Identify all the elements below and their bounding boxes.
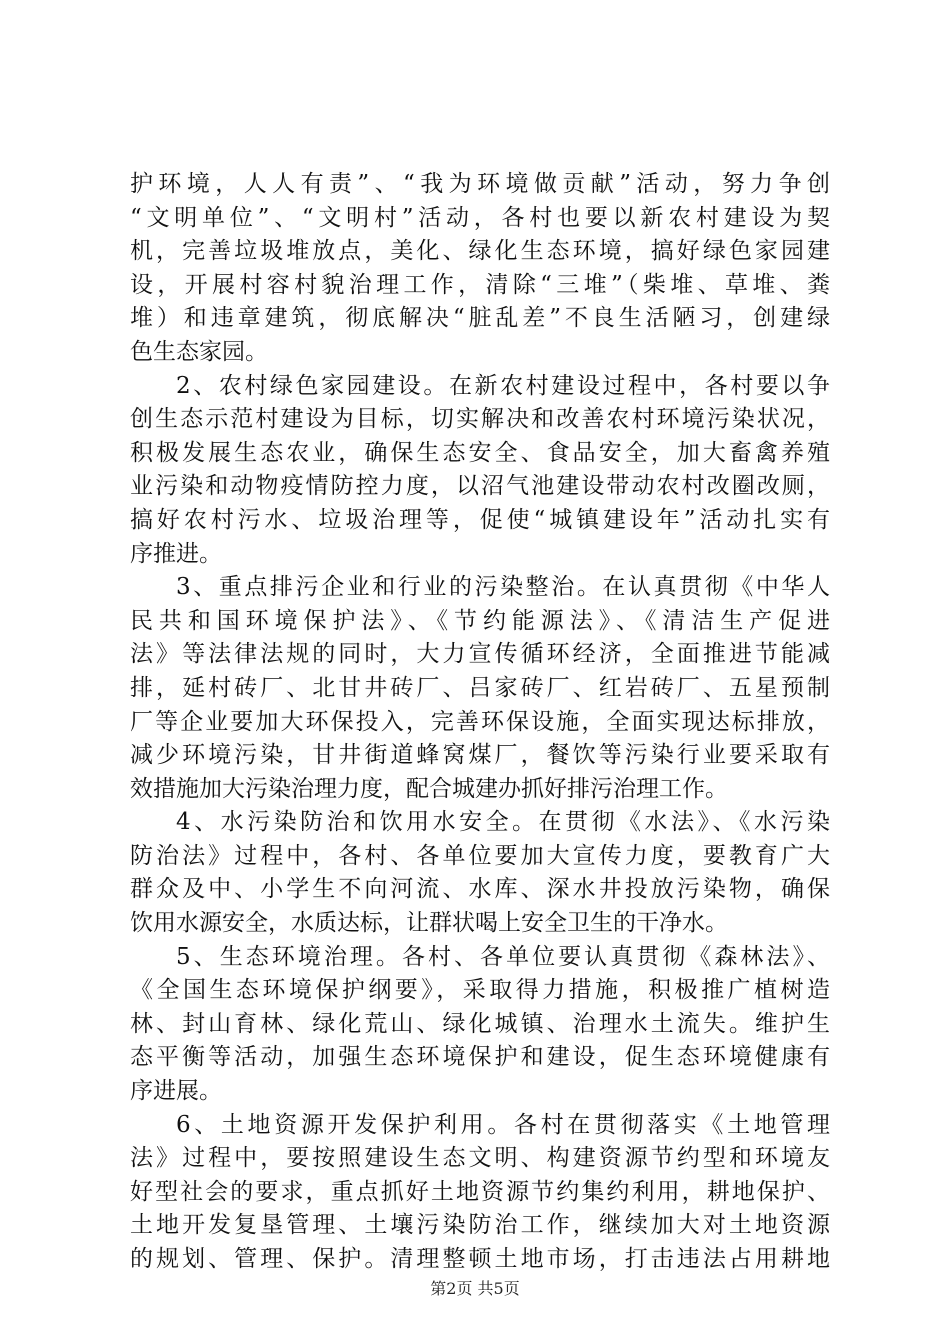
text-line: 土地开发复垦管理、土壤污染防治工作，继续加大对土地资源 <box>130 1212 830 1239</box>
text-line: 好型社会的要求，重点抓好土地资源节约集约利用，耕地保护、 <box>130 1178 830 1205</box>
text-line: 排，延村砖厂、北甘井砖厂、吕家砖厂、红岩砖厂、五星预制 <box>130 674 830 701</box>
text-line: 堆）和违章建筑，彻底解决“脏乱差”不良生活陋习，创建绿 <box>130 305 830 332</box>
text-line: 序推进。 <box>130 540 222 567</box>
text-line: 积极发展生态农业，确保生态安全、食品安全，加大畜禽养殖 <box>130 439 830 466</box>
text-line: 减少环境污染，甘井街道蜂窝煤厂，餐饮等污染行业要采取有 <box>130 742 830 769</box>
text-line: 设，开展村容村貌治理工作，清除“三堆”（柴堆、草堆、粪 <box>130 271 830 298</box>
text-line: 搞好农村污水、垃圾治理等，促使“城镇建设年”活动扎实有 <box>130 506 830 533</box>
page-number-footer: 第2页 共5页 <box>430 1279 520 1298</box>
text-line: 效措施加大污染治理力度，配合城建办抓好排污治理工作。 <box>130 775 728 802</box>
body-text <box>130 168 830 1277</box>
text-line: 的规划、管理、保护。清理整顿土地市场，打击违法占用耕地 <box>130 1246 830 1272</box>
text-line: 业污染和动物疫情防控力度，以沼气池建设带动农村改圈改厕， <box>130 473 830 500</box>
text-line: 群众及中、小学生不向河流、水库、深水井投放污染物，确保 <box>130 876 830 903</box>
text-line: 民共和国环境保护法》、《节约能源法》、《清洁生产促进 <box>130 607 830 634</box>
text-line: 法》过程中，要按照建设生态文明、构建资源节约型和环境友 <box>130 1145 830 1172</box>
text-line: 机，完善垃圾堆放点，美化、绿化生态环境，搞好绿色家园建 <box>130 238 830 265</box>
text-line: 防治法》过程中，各村、各单位要加大宣传力度，要教育广大 <box>130 842 830 869</box>
paragraph-start-line: 5、生态环境治理。各村、各单位要认真贯彻《森林法》、 <box>176 943 830 970</box>
text-line: 护环境，人人有责”、“我为环境做贡献”活动，努力争创 <box>130 171 830 197</box>
paragraph-start-line: 4、水污染防治和饮用水安全。在贯彻《水法》、《水污染 <box>176 809 830 836</box>
text-line: 色生态家园。 <box>130 338 268 365</box>
text-line: 创生态示范村建设为目标，切实解决和改善农村环境污染状况， <box>130 406 830 433</box>
text-line: 林、封山育林、绿化荒山、绿化城镇、治理水土流失。维护生 <box>130 1010 830 1037</box>
text-line: 饮用水源安全，水质达标，让群状喝上安全卫生的干净水。 <box>130 910 728 937</box>
text-line: 《全国生态环境保护纲要》，采取得力措施，积极推广植树造 <box>130 977 830 1004</box>
paragraph-start-line: 2、农村绿色家园建设。在新农村建设过程中，各村要以争 <box>176 372 830 399</box>
paragraph-start-line: 3、重点排污企业和行业的污染整治。在认真贯彻《中华人 <box>176 574 830 601</box>
text-line: 序进展。 <box>130 1078 222 1105</box>
text-line: 态平衡等活动，加强生态环境保护和建设，促生态环境健康有 <box>130 1044 830 1071</box>
text-line: 法》等法律法规的同时，大力宣传循环经济，全面推进节能减 <box>130 641 830 668</box>
text-line: “文明单位”、“文明村”活动，各村也要以新农村建设为契 <box>130 204 830 231</box>
paragraph-start-line: 6、土地资源开发保护利用。各村在贯彻落实《土地管理 <box>176 1111 830 1138</box>
text-line: 厂等企业要加大环保投入，完善环保设施，全面实现达标排放， <box>130 708 830 735</box>
